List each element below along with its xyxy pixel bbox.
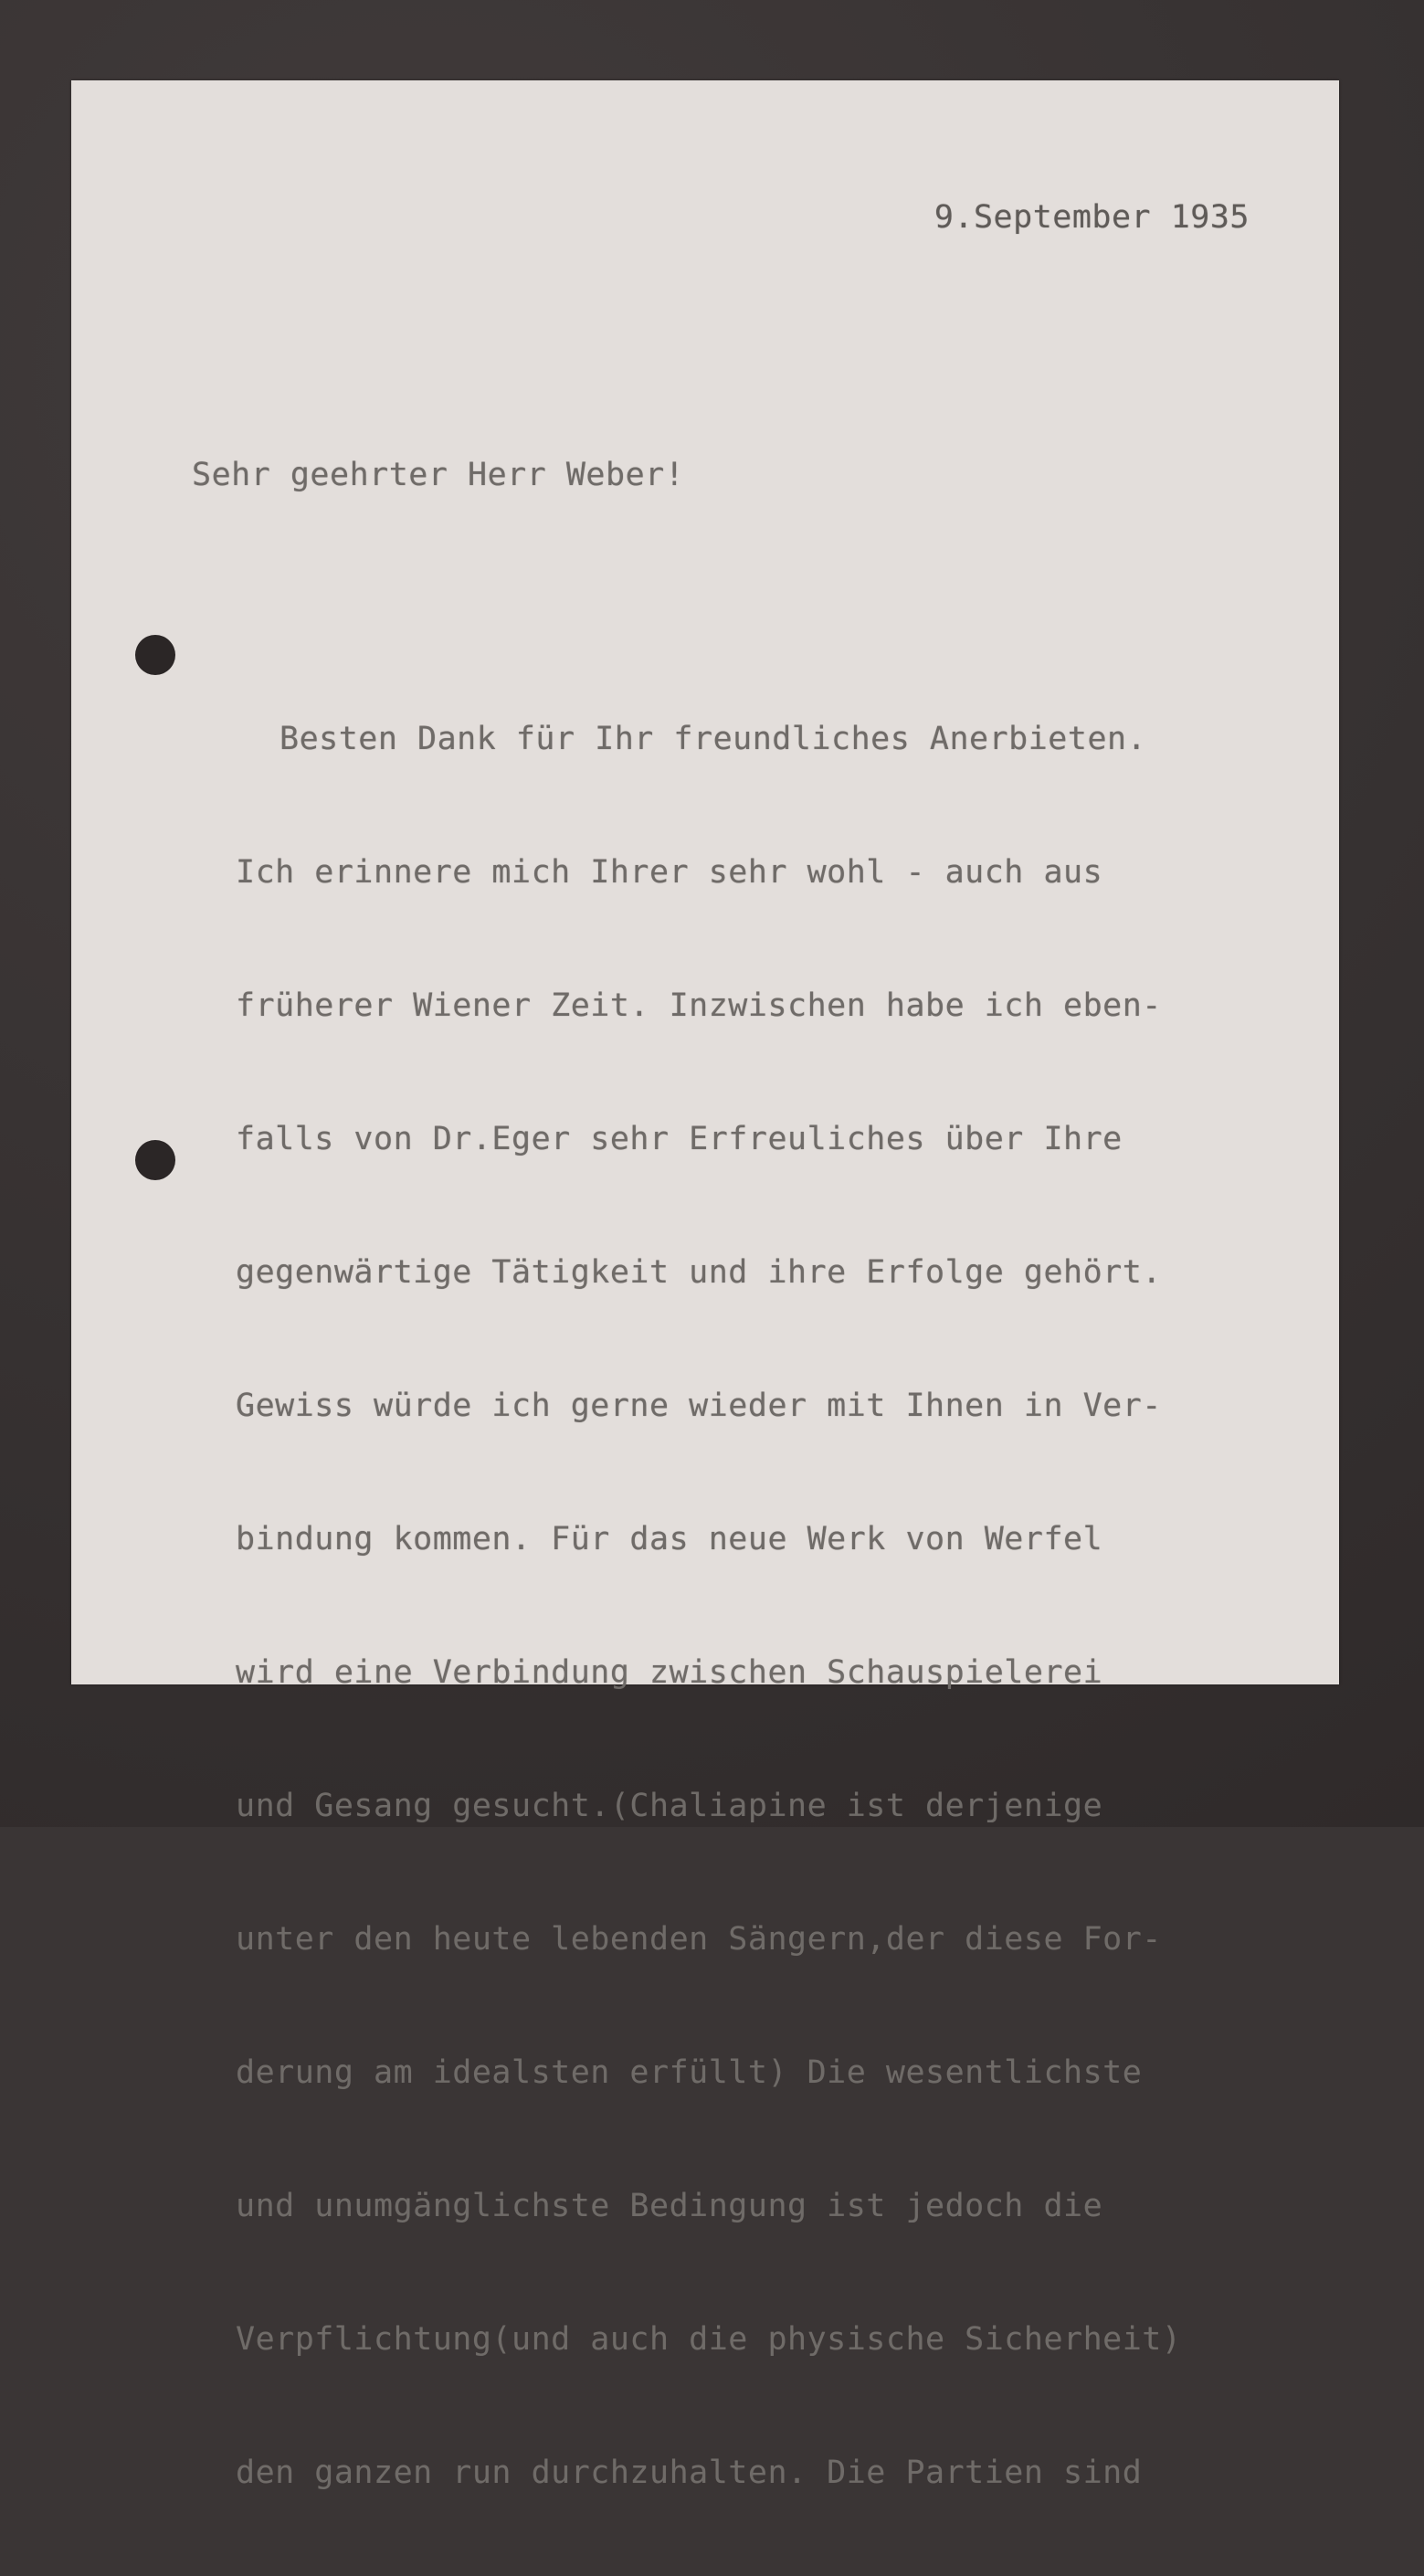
body-line: falls von Dr.Eger sehr Erfreuliches über Ihre — [236, 1121, 1123, 1157]
punch-hole-bottom — [135, 1140, 175, 1180]
body-line: und Gesang gesucht.(Chaliapine ist derjenige — [236, 1788, 1103, 1824]
body-line: unter den heute lebenden Sängern,der diese For- — [236, 1921, 1162, 1958]
body-line: derung am idealsten erfüllt) Die wesentlichste — [236, 2054, 1143, 2091]
body-line: und unumgänglichste Bedingung ist jedoch die — [236, 2188, 1103, 2224]
body-line: früherer Wiener Zeit. Inzwischen habe ich eben- — [236, 987, 1162, 1024]
letter-salutation: Sehr geehrter Herr Weber! — [192, 457, 685, 493]
letter-date: 9.September 1935 — [934, 199, 1250, 236]
body-line: Ich erinnere mich Ihrer sehr wohl - auch aus — [236, 854, 1103, 891]
body-line: Besten Dank für Ihr freundliches Anerbieten. — [280, 721, 1147, 757]
body-line: bindung kommen. Für das neue Werk von Werfel — [236, 1521, 1103, 1557]
body-line: den ganzen run durchzuhalten. Die Partien sind — [236, 2455, 1143, 2491]
body-line: Verpflichtung(und auch die physische Sicherheit) — [236, 2321, 1182, 2358]
letter-body — [236, 636, 1181, 2576]
body-line: Gewiss würde ich gerne wieder mit Ihnen in Ver- — [236, 1388, 1162, 1424]
body-line: gegenwärtige Tätigkeit und ihre Erfolge gehört. — [236, 1254, 1162, 1291]
body-line: wird eine Verbindung zwischen Schauspielerei — [236, 1654, 1103, 1691]
punch-hole-top — [135, 635, 175, 675]
letter-page — [71, 80, 1339, 2491]
